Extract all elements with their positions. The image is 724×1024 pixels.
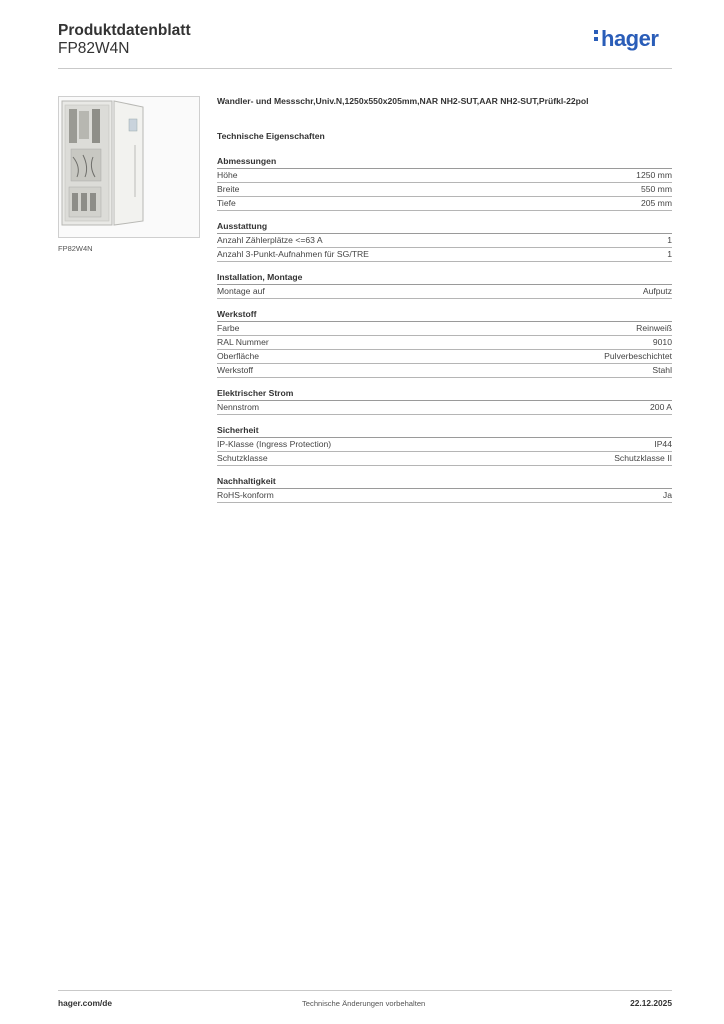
document-subtitle: FP82W4N bbox=[58, 40, 130, 57]
spec-section bbox=[217, 387, 672, 415]
spec-section-title: Abmessungen bbox=[217, 155, 672, 169]
spec-row bbox=[217, 234, 672, 248]
technical-properties-heading: Technische Eigenschaften bbox=[217, 131, 325, 141]
spec-row bbox=[217, 336, 672, 350]
spec-key: Anzahl 3-Punkt-Aufnahmen für SG/TRE bbox=[217, 249, 369, 259]
spec-section-title: Ausstattung bbox=[217, 220, 672, 234]
spec-value: Schutzklasse II bbox=[614, 453, 672, 463]
document-title: Produktdatenblatt bbox=[58, 22, 191, 39]
footer-website: hager.com/de bbox=[58, 998, 112, 1008]
spec-value: 1250 mm bbox=[636, 170, 672, 180]
spec-row bbox=[217, 197, 672, 211]
spec-row bbox=[217, 169, 672, 183]
spec-value: 1 bbox=[667, 249, 672, 259]
spec-row bbox=[217, 248, 672, 262]
product-image-caption: FP82W4N bbox=[58, 244, 93, 253]
spec-key: Nennstrom bbox=[217, 402, 260, 412]
spec-value: 9010 bbox=[652, 337, 672, 347]
spec-key: Oberfläche bbox=[217, 351, 260, 361]
spec-row bbox=[217, 452, 672, 466]
spec-section-title: Sicherheit bbox=[217, 424, 672, 438]
spec-key: Anzahl Zählerplätze <=63 A bbox=[217, 235, 323, 245]
spec-value: IP44 bbox=[654, 439, 672, 449]
spec-row bbox=[217, 183, 672, 197]
spec-key: RoHS-konform bbox=[217, 490, 274, 500]
spec-key: IP-Klasse (Ingress Protection) bbox=[217, 439, 332, 449]
spec-key: Tiefe bbox=[217, 198, 236, 208]
spec-key: Farbe bbox=[217, 323, 240, 333]
spec-section bbox=[217, 220, 672, 262]
spec-value: Aufputz bbox=[642, 286, 672, 296]
product-description: Wandler- und Messschr,Univ.N,1250x550x205mm,NAR NH2-SUT,AAR NH2-SUT,Prüfkl-22pol bbox=[217, 96, 589, 106]
product-image bbox=[58, 96, 200, 238]
spec-section bbox=[217, 308, 672, 378]
spec-key: RAL Nummer bbox=[217, 337, 269, 347]
spec-row bbox=[217, 322, 672, 336]
spec-row bbox=[217, 285, 672, 299]
spec-key: Werkstoff bbox=[217, 365, 253, 375]
spec-row bbox=[217, 364, 672, 378]
spec-section bbox=[217, 155, 672, 211]
spec-section bbox=[217, 271, 672, 299]
header-divider bbox=[58, 68, 672, 69]
footer-disclaimer: Technische Änderungen vorbehalten bbox=[302, 999, 426, 1008]
spec-key: Schutzklasse bbox=[217, 453, 268, 463]
logo-text: hager bbox=[601, 26, 659, 51]
spec-value: 1 bbox=[667, 235, 672, 245]
spec-row bbox=[217, 438, 672, 452]
spec-section bbox=[217, 475, 672, 503]
spec-value: Pulverbeschichtet bbox=[604, 351, 672, 361]
spec-row bbox=[217, 489, 672, 503]
footer-divider bbox=[58, 990, 672, 991]
spec-row bbox=[217, 401, 672, 415]
hager-logo bbox=[594, 26, 658, 52]
spec-key: Breite bbox=[217, 184, 240, 194]
spec-key: Höhe bbox=[217, 170, 238, 180]
spec-value: Reinweiß bbox=[636, 323, 672, 333]
spec-section-title: Installation, Montage bbox=[217, 271, 672, 285]
spec-value: 205 mm bbox=[640, 198, 672, 208]
spec-value: 200 A bbox=[650, 402, 672, 412]
specifications-table bbox=[217, 155, 672, 512]
spec-key: Montage auf bbox=[217, 286, 265, 296]
spec-section-title: Elektrischer Strom bbox=[217, 387, 672, 401]
footer-date: 22.12.2025 bbox=[630, 998, 672, 1008]
spec-section-title: Werkstoff bbox=[217, 308, 672, 322]
spec-value: Ja bbox=[662, 490, 672, 500]
spec-row bbox=[217, 350, 672, 364]
logo-dots-icon bbox=[594, 27, 599, 44]
spec-section bbox=[217, 424, 672, 466]
cabinet-illustration bbox=[59, 97, 199, 237]
spec-value: 550 mm bbox=[640, 184, 672, 194]
spec-section-title: Nachhaltigkeit bbox=[217, 475, 672, 489]
spec-value: Stahl bbox=[652, 365, 672, 375]
